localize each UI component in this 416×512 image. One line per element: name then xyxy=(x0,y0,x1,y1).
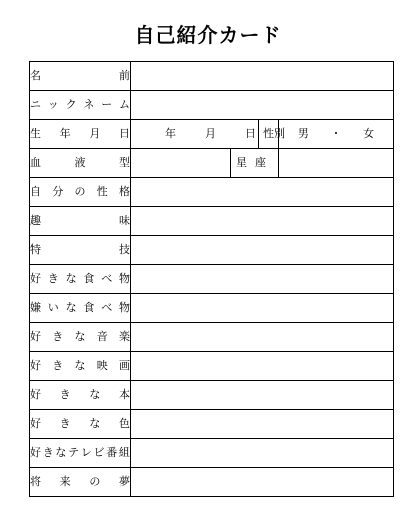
label-char: 日 xyxy=(118,127,130,140)
label-favorite-music xyxy=(30,323,131,352)
row-favorite-tv-show xyxy=(30,439,394,468)
label-char: 液 xyxy=(74,156,86,169)
label-char: い xyxy=(47,301,59,314)
label-char: 好 xyxy=(30,388,41,401)
label-char: 名 xyxy=(30,69,41,82)
label-char: ー xyxy=(101,98,113,111)
label-char: 映 xyxy=(96,359,108,372)
label-text xyxy=(30,447,130,459)
label-char: の xyxy=(74,185,86,198)
label-char: べ xyxy=(101,301,113,314)
label-char: の xyxy=(89,475,101,488)
label-char: べ xyxy=(101,272,113,285)
value-future-dream[interactable] xyxy=(131,468,394,497)
label-char: き xyxy=(47,272,59,285)
label-birthday xyxy=(30,120,131,149)
label-char: 物 xyxy=(118,301,130,314)
label-favorite-food xyxy=(30,265,131,294)
label-text xyxy=(30,215,130,227)
label-name xyxy=(30,62,131,91)
label-char: き xyxy=(59,417,71,430)
label-char: 性 xyxy=(96,185,108,198)
row-favorite-food xyxy=(30,265,394,294)
row-future-dream xyxy=(30,468,394,497)
value-nickname[interactable] xyxy=(131,91,394,120)
label-favorite-tv-show xyxy=(30,439,131,468)
label-char: ・ xyxy=(330,127,342,140)
label-char: な xyxy=(89,417,101,430)
row-blood-zodiac xyxy=(30,149,394,178)
label-char: 技 xyxy=(119,243,130,256)
label-char: 音 xyxy=(96,330,108,343)
label-favorite-color xyxy=(30,410,131,439)
label-text xyxy=(30,389,130,401)
label-favorite-book xyxy=(30,381,131,410)
label-char: な xyxy=(65,301,77,314)
row-birthday xyxy=(30,120,394,149)
value-name[interactable] xyxy=(131,62,394,91)
card-title: 自己紹介カード xyxy=(134,23,282,47)
label-char: き xyxy=(42,446,54,459)
value-favorite-color[interactable] xyxy=(131,410,394,439)
label-char: ッ xyxy=(47,98,59,111)
label-text xyxy=(30,157,130,169)
row-name xyxy=(30,62,394,91)
label-text xyxy=(30,244,130,256)
label-char: 星 xyxy=(236,156,247,169)
label-char: 特 xyxy=(30,243,41,256)
birthday-year-unit: 年 xyxy=(165,127,176,140)
row-favorite-color xyxy=(30,410,394,439)
label-char: 将 xyxy=(30,475,41,488)
label-char: き xyxy=(52,330,64,343)
label-text xyxy=(30,476,130,488)
label-char: 分 xyxy=(52,185,64,198)
label-char: 食 xyxy=(83,301,95,314)
label-char: な xyxy=(74,359,86,372)
label-char: 前 xyxy=(119,69,130,82)
birthday-month-unit: 月 xyxy=(205,127,216,140)
label-char: ビ xyxy=(93,446,105,459)
label-char: 好 xyxy=(30,359,41,372)
label-char: 食 xyxy=(83,272,95,285)
label-char: な xyxy=(55,446,67,459)
value-zodiac[interactable] xyxy=(279,149,394,178)
row-favorite-book xyxy=(30,381,394,410)
birthday-day-unit: 日 xyxy=(245,127,256,140)
label-char: ネ xyxy=(83,98,95,111)
label-personality xyxy=(30,178,131,207)
label-text xyxy=(279,128,393,140)
value-favorite-tv-show[interactable] xyxy=(131,439,394,468)
value-favorite-book[interactable] xyxy=(131,381,394,410)
label-text xyxy=(259,127,285,140)
label-char: 楽 xyxy=(119,330,130,343)
value-favorite-movie[interactable] xyxy=(131,352,394,381)
label-char: 生 xyxy=(30,127,41,140)
label-char: 女 xyxy=(363,127,375,140)
label-char: な xyxy=(74,330,86,343)
row-personality xyxy=(30,178,394,207)
label-char: 本 xyxy=(118,388,130,401)
label-char: ニ xyxy=(30,98,41,111)
label-char: 好 xyxy=(30,330,41,343)
row-favorite-music xyxy=(30,323,394,352)
value-gender[interactable] xyxy=(279,120,394,149)
label-zodiac xyxy=(231,149,279,178)
label-char: 月 xyxy=(89,127,101,140)
label-char: 色 xyxy=(118,417,130,430)
label-char: き xyxy=(52,359,64,372)
label-text xyxy=(30,70,130,82)
value-disliked-food[interactable] xyxy=(131,294,394,323)
row-favorite-movie xyxy=(30,352,394,381)
value-favorite-food[interactable] xyxy=(131,265,394,294)
label-text xyxy=(30,128,130,140)
label-char: 嫌 xyxy=(30,301,41,314)
label-char: な xyxy=(89,388,101,401)
label-disliked-food xyxy=(30,294,131,323)
label-text xyxy=(30,331,130,343)
label-char: 自 xyxy=(30,185,41,198)
label-char: き xyxy=(59,388,71,401)
label-favorite-movie xyxy=(30,352,131,381)
label-char: 夢 xyxy=(118,475,130,488)
value-hobby[interactable] xyxy=(131,207,394,236)
label-char: 好 xyxy=(30,417,41,430)
row-nickname xyxy=(30,91,394,120)
value-blood-type[interactable] xyxy=(131,149,231,178)
label-char: 物 xyxy=(118,272,130,285)
label-char: 性 xyxy=(263,127,274,140)
label-char: 血 xyxy=(30,156,41,169)
label-text xyxy=(30,418,130,430)
label-text xyxy=(30,99,130,111)
label-char: 味 xyxy=(119,214,130,227)
label-char: テ xyxy=(68,446,80,459)
row-skill xyxy=(30,236,394,265)
label-char: 画 xyxy=(119,359,130,372)
profile-table xyxy=(29,61,394,497)
label-char: ク xyxy=(65,98,77,111)
label-char: 好 xyxy=(30,272,41,285)
label-char: レ xyxy=(80,446,92,459)
label-text xyxy=(30,186,130,198)
label-text xyxy=(30,302,130,314)
label-skill xyxy=(30,236,131,265)
label-char: 年 xyxy=(59,127,71,140)
value-personality[interactable] xyxy=(131,178,394,207)
label-char: ム xyxy=(118,98,130,111)
label-char: 別 xyxy=(274,127,285,140)
label-char: 型 xyxy=(119,156,130,169)
value-birthday[interactable] xyxy=(131,120,259,149)
row-disliked-food xyxy=(30,294,394,323)
label-char: 来 xyxy=(59,475,71,488)
label-text xyxy=(30,273,130,285)
label-hobby xyxy=(30,207,131,236)
label-char: 格 xyxy=(119,185,130,198)
label-text xyxy=(30,360,130,372)
label-char: 組 xyxy=(118,446,130,459)
label-char: 好 xyxy=(30,446,41,459)
value-skill[interactable] xyxy=(131,236,394,265)
label-char: 男 xyxy=(297,127,309,140)
label-char: 座 xyxy=(255,156,266,169)
label-char: 趣 xyxy=(30,214,41,227)
label-nickname xyxy=(30,91,131,120)
label-char: 番 xyxy=(106,446,118,459)
label-gender xyxy=(259,120,285,149)
label-future-dream xyxy=(30,468,131,497)
row-hobby xyxy=(30,207,394,236)
label-blood-type xyxy=(30,149,131,178)
label-char: な xyxy=(65,272,77,285)
label-text xyxy=(231,157,278,169)
value-favorite-music[interactable] xyxy=(131,323,394,352)
